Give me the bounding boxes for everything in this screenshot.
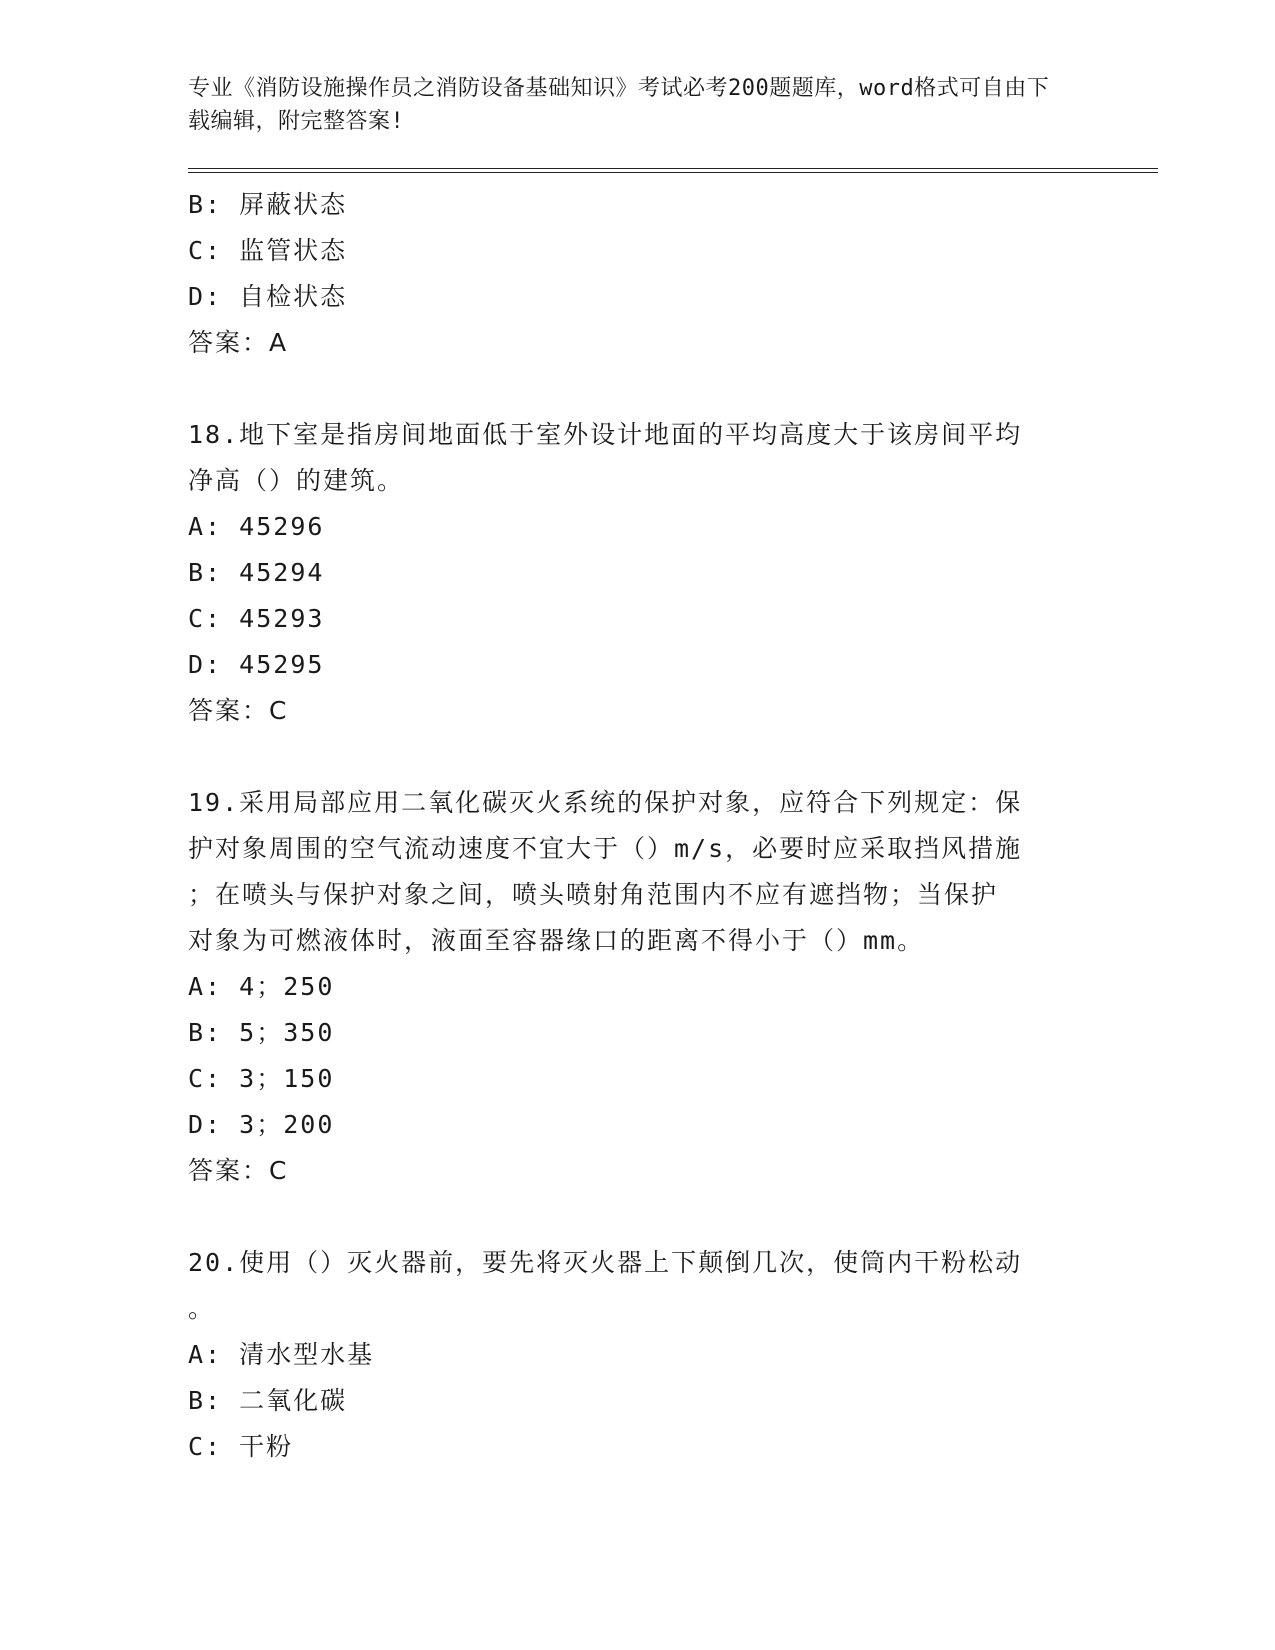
option-d: D: 自检状态 — [188, 282, 348, 311]
answer-line: 答案：C — [188, 1156, 289, 1185]
header-divider — [188, 168, 1158, 173]
question-18 — [188, 412, 1158, 734]
answer-line: 答案：C — [188, 696, 289, 725]
document-header: 专业《消防设施操作员之消防设备基础知识》考试必考200题题库，word格式可自由下载编辑，附完整答案! — [188, 76, 1050, 134]
question-20 — [188, 1240, 1158, 1470]
option-b: B: 5；350 — [188, 1018, 335, 1047]
answer-line: 答案：A — [188, 328, 289, 357]
question-text: 对象为可燃液体时，液面至容器缘口的距离不得小于（）mm。 — [188, 926, 925, 955]
option-c: C: 3；150 — [188, 1064, 335, 1093]
document-page — [188, 72, 1158, 1470]
question-text: 净高（）的建筑。 — [188, 466, 405, 495]
document-content — [188, 182, 1158, 1470]
option-b: B: 二氧化碳 — [188, 1386, 348, 1415]
prev-question — [188, 182, 1158, 366]
option-c: C: 45293 — [188, 604, 325, 633]
question-text: 护对象周围的空气流动速度不宜大于（）m/s，必要时应采取挡风措施 — [188, 834, 1023, 863]
question-19 — [188, 780, 1158, 1194]
question-text: 。 — [188, 1294, 216, 1323]
option-a: A: 4；250 — [188, 972, 335, 1001]
option-b: B: 45294 — [188, 558, 325, 587]
option-a: A: 45296 — [188, 512, 325, 541]
option-b: B: 屏蔽状态 — [188, 190, 348, 219]
option-c: C: 干粉 — [188, 1432, 294, 1461]
question-text: ；在喷头与保护对象之间，喷头喷射角范围内不应有遮挡物；当保护 — [188, 880, 999, 909]
question-text: 20.使用（）灭火器前，要先将灭火器上下颠倒几次，使筒内干粉松动 — [188, 1248, 1023, 1277]
question-text: 19.采用局部应用二氧化碳灭火系统的保护对象，应符合下列规定：保 — [188, 788, 1023, 817]
option-a: A: 清水型水基 — [188, 1340, 375, 1369]
question-text: 18.地下室是指房间地面低于室外设计地面的平均高度大于该房间平均 — [188, 420, 1023, 449]
option-d: D: 3；200 — [188, 1110, 335, 1139]
option-d: D: 45295 — [188, 650, 325, 679]
option-c: C: 监管状态 — [188, 236, 348, 265]
